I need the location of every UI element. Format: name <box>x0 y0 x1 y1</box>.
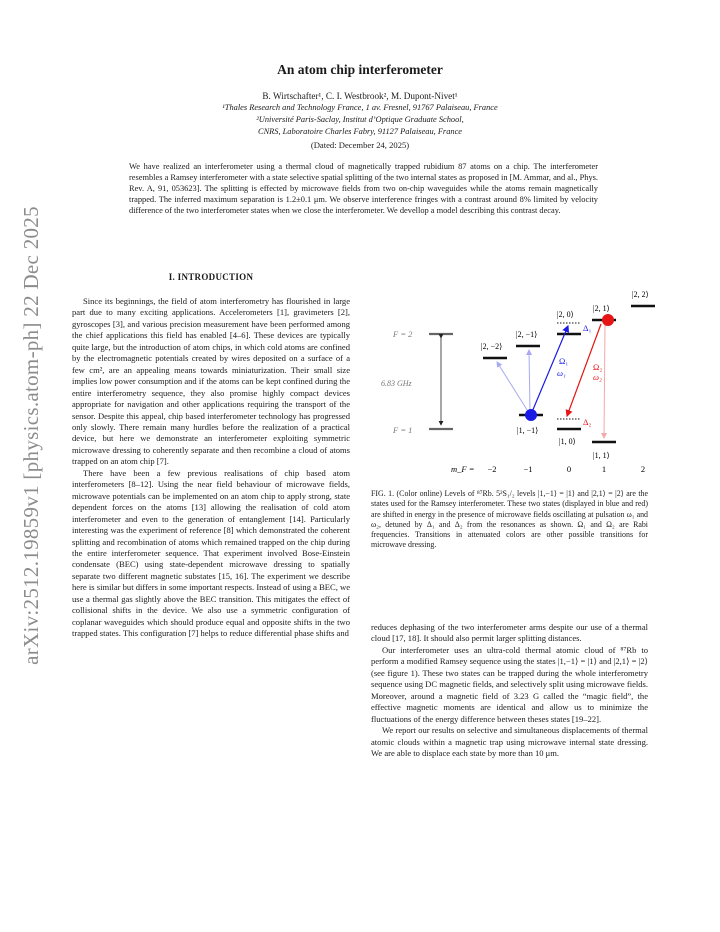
mf-tick-0: 0 <box>566 464 572 474</box>
mf-tick-2: 2 <box>640 464 646 474</box>
label-21: |2, 1⟩ <box>593 304 610 313</box>
level-diagram-svg <box>371 282 661 482</box>
label-1m1: |1, −1⟩ <box>517 426 539 435</box>
right-column <box>371 622 648 759</box>
arxiv-identifier-text: arXiv:2512.19859v1 [physics.atom-ph] 22 Dec 2025 <box>18 205 43 665</box>
date-line: (Dated: December 24, 2025) <box>310 140 410 150</box>
figure-caption: FIG. 1. (Color online) Levels of ⁸⁷Rb. 5²S₁/₂ levels |1,−1⟩ = |1⟩ and |2,1⟩ = |2⟩ are the states used for the Ramsey interferometer. These two states (displayed in blue and red) are shifted in energy in the presence of microwave fields oscillating at pulsation ω₁ and ω₂, detuned by Δ₁ and Δ₂ from the resonances as shown. Ω₁ and Ω₂ are Rabi frequencies. Transitions in attenuated colors are other possible transitions for microwave dressing. <box>371 489 648 550</box>
mf-tick-m1: −1 <box>523 464 533 474</box>
omega1-label: Ω₁ <box>559 356 569 366</box>
mf-axis-label: m_F = <box>451 464 475 474</box>
f2-label: F = 2 <box>393 329 413 339</box>
abstract: We have realized an interferometer using a thermal cloud of magnetically trapped rubidium 87 atoms on a chip. The interferometer resembles a Ramsey interferometer with a state selective spatial splitting of the two internal states as proposed in [M. Ammar, and al., Phys. Rev. A, 91, 053623]. The splitting is effected by microwave fields from two on-chip waveguides while the atoms remain magnetically trapped. The inferred maximum separation is 1.2±0.1 μm. We observe interference fringes with a contrast around 8% limited by velocity difference of the two interferometer states when we close the interferometer. We devellop a model describing this contrast decay. <box>129 162 598 216</box>
right-paragraph-3: We report our results on selective and simultaneous displacements of thermal atomic clouds within a magnetic trap using microwave internal state dressing. We are able to displace each state by more than 10 μm. <box>371 725 648 758</box>
energy-level-figure <box>371 282 661 487</box>
section-heading: I. INTRODUCTION <box>168 272 254 282</box>
label-10: |1, 0⟩ <box>559 437 576 446</box>
mf-tick-m2: −2 <box>487 464 497 474</box>
mf-tick-1: 1 <box>601 464 607 474</box>
faint-transition-1m1-2m2 <box>497 362 529 413</box>
right-paragraph-2: Our interferometer uses an ultra-cold thermal atomic cloud of ⁸⁷Rb to perform a modified Ramsey sequence using the states |1,−1⟩ = |1⟩ and |2,1⟩ = |2⟩ (see figure 1). These two states can be trapped during the whole interferometry sequence using DC magnetic fields, and selectively split using microwave fields. Moreover, around a magnetic field of 3.23 G called the “magic field”, the effective magnetic moments are identical and allow us to minimize the fluctuations of the energy difference between theses states [19–22]. <box>371 644 648 724</box>
arxiv-identifier <box>14 205 48 665</box>
label-20: |2, 0⟩ <box>557 310 574 319</box>
author-list: B. Wirtschafter¹, C. I. Westbrook², M. Dupont-Nivet¹ <box>262 91 458 101</box>
w2-label: ω₂ <box>593 372 602 382</box>
label-11: |1, 1⟩ <box>593 451 610 460</box>
state-1-marker <box>525 409 537 421</box>
affiliation-3: CNRS, Laboratoire Charles Fabry, 91127 Palaiseau, France <box>257 127 462 136</box>
delta1-label: Δ₁ <box>583 323 592 333</box>
f1-label: F = 1 <box>393 425 413 435</box>
faint-transition-21-11 <box>604 324 605 438</box>
right-paragraph-1: reduces dephasing of the two interferometer arms despite our use of a thermal cloud [17, 18]. It should also permit larger splitting distances. <box>371 622 648 644</box>
w1-label: ω₁ <box>557 368 566 378</box>
state-2-marker <box>602 314 614 326</box>
label-2m1: |2, −1⟩ <box>516 330 538 339</box>
paper-title: An atom chip interferometer <box>277 62 443 77</box>
label-2m2: |2, −2⟩ <box>481 342 503 351</box>
splitting-label: 6.83 GHz <box>381 379 412 388</box>
intro-paragraph-1: Since its beginnings, the field of atom interferometry has flourished in large part due to many exciting applications. Accelerometers [1], gravimeters [2], gyroscopes [3], and various precision measurement have been performed among the chief applications this field has enabled [4–6]. These devices are typically quite large, but the introduction of atom chips, in which cold atoms are confined by the electromagnetic potentials created by wires deposited on a surface of a few cm², are an appealing means towards miniaturization. Their small size implies low power consumption and if the atoms can be kept confined during the entire interferometry sequence, they also promise highly compact devices appropriate for navigation and other applications requiring the transport of the sensor. Despite this appeal, chip based interferometer technology has progressed only slowly. There remain many hurdles before the realization of a practical device, but here we demonstrate an interferometer exploiting symmetric microwave dressing to coherently separate and then recombine a cloud of atoms trapped on an atom chip [7]. <box>72 296 350 467</box>
omega2-label: Ω₂ <box>593 362 603 372</box>
affiliation-2: ²Université Paris-Saclay, Institut d’Optique Graduate School, <box>256 115 464 124</box>
delta2-label: Δ₂ <box>583 417 592 427</box>
faint-transition-1m1-2m1 <box>529 350 530 413</box>
affiliation-1: ¹Thales Research and Technology France, 1 av. Fresnel, 91767 Palaiseau, France <box>222 103 498 112</box>
left-column <box>72 296 350 640</box>
label-22: |2, 2⟩ <box>632 290 649 299</box>
intro-paragraph-2: There have been a few previous realisations of chip based atom interferometers [8–12]. Using the near field behaviour of microwave fields, microwave potentials can be implemented on an atom chip to apply strong, state dependent forces on the atoms [13] allowing the realisation of cold atom interferometer and even to the generation of entanglement [14]. Particularly interesting was the experiment of reference [8] which demonstrated the coherent splitting and recombination of atoms which remained trapped on the chip during the entire interferometer sequence. That experiment involved Bose-Einstein condensate (BEC) using state-dependent microwave dressing to spatially separate two different magnetic substates [15, 16]. The experiment we describe here is similar but differs in some important respects. Instead of using a BEC, we use a thermal gas slightly above the BEC transition. This mitigates the effect of collisional shifts in the device. We also use a symmetric configuration of coplanar waveguides which should produce equal and opposite shifts in the two trapped states. This configuration [7] helps to reduce differential phase shifts and <box>72 467 350 639</box>
